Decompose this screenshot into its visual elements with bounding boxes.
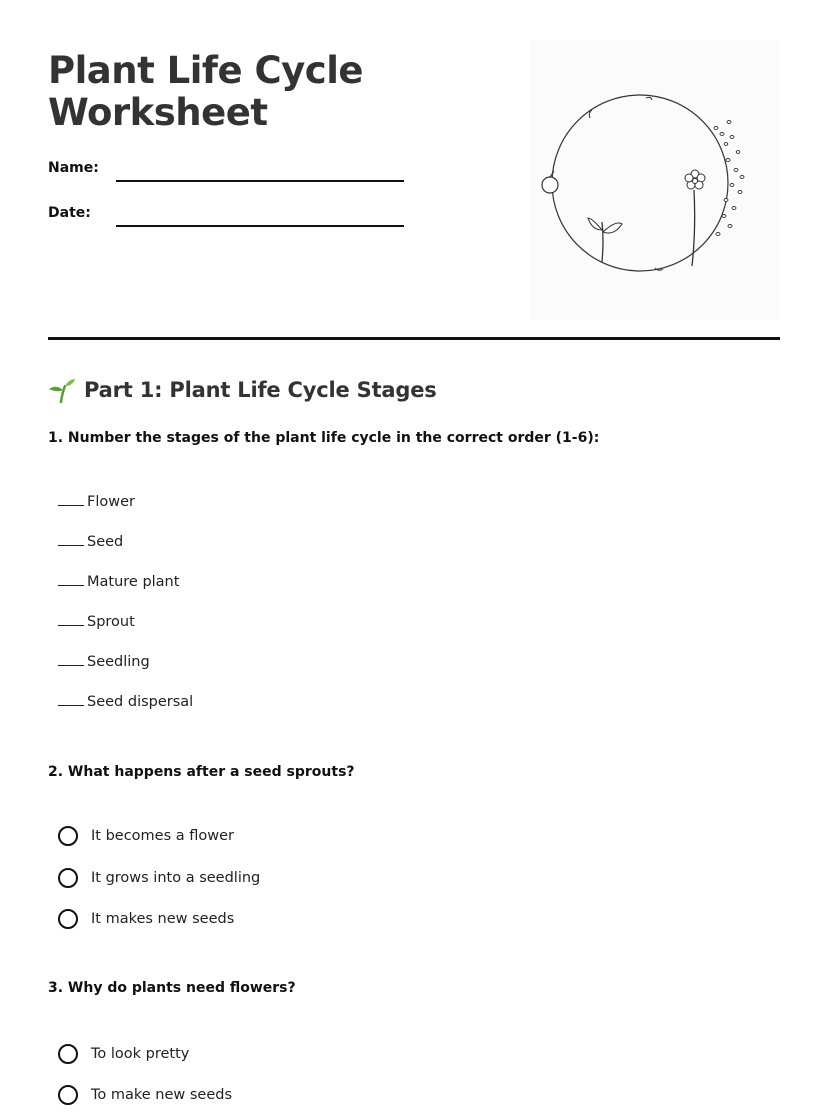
order-item <box>58 613 135 633</box>
order-item <box>58 653 150 673</box>
order-blank[interactable] <box>58 653 84 666</box>
sprout-icon <box>48 376 76 404</box>
order-item-label: Mature plant <box>87 574 180 590</box>
choice-label: It becomes a flower <box>91 828 234 844</box>
worksheet-title <box>48 50 468 134</box>
question-3: 3. Why do plants need flowers? <box>48 980 296 996</box>
choice-label: It makes new seeds <box>91 911 235 927</box>
order-blank[interactable] <box>58 613 84 626</box>
order-blank[interactable] <box>58 573 84 586</box>
part1-title: Part 1: Plant Life Cycle Stages <box>84 378 437 402</box>
date-label: Date: <box>48 205 91 221</box>
radio-button[interactable] <box>58 868 78 888</box>
choice-option[interactable] <box>58 1083 232 1107</box>
order-blank[interactable] <box>58 533 84 546</box>
choice-label: It grows into a seedling <box>91 870 261 886</box>
choice-option[interactable] <box>58 907 234 931</box>
order-blank[interactable] <box>58 493 84 506</box>
order-item-label: Seed <box>87 534 124 550</box>
radio-button[interactable] <box>58 1044 78 1064</box>
question-2: 2. What happens after a seed sprouts? <box>48 764 355 780</box>
section-divider <box>48 337 780 340</box>
radio-button[interactable] <box>58 909 78 929</box>
plant-life-cycle-illustration <box>530 40 780 320</box>
choice-option[interactable] <box>58 866 260 890</box>
part1-heading <box>48 374 437 406</box>
date-field[interactable] <box>116 225 404 227</box>
order-item <box>58 573 179 593</box>
order-blank[interactable] <box>58 693 84 706</box>
title-line-2: Worksheet <box>48 91 268 134</box>
order-item-label: Seedling <box>87 654 150 670</box>
order-item <box>58 693 193 713</box>
title-line-1: Plant Life Cycle <box>48 49 363 92</box>
question-1: 1. Number the stages of the plant life cycle in the correct order (1-6): <box>48 430 600 446</box>
choice-option[interactable] <box>58 1042 189 1066</box>
order-item <box>58 533 123 553</box>
choice-label: To make new seeds <box>91 1087 233 1103</box>
name-label: Name: <box>48 160 99 176</box>
order-item-label: Sprout <box>87 614 135 630</box>
order-item <box>58 493 135 513</box>
name-field[interactable] <box>116 180 404 182</box>
radio-button[interactable] <box>58 1085 78 1105</box>
order-item-label: Flower <box>87 494 135 510</box>
radio-button[interactable] <box>58 826 78 846</box>
choice-option[interactable] <box>58 824 234 848</box>
order-item-label: Seed dispersal <box>87 694 194 710</box>
choice-label: To look pretty <box>91 1046 190 1062</box>
